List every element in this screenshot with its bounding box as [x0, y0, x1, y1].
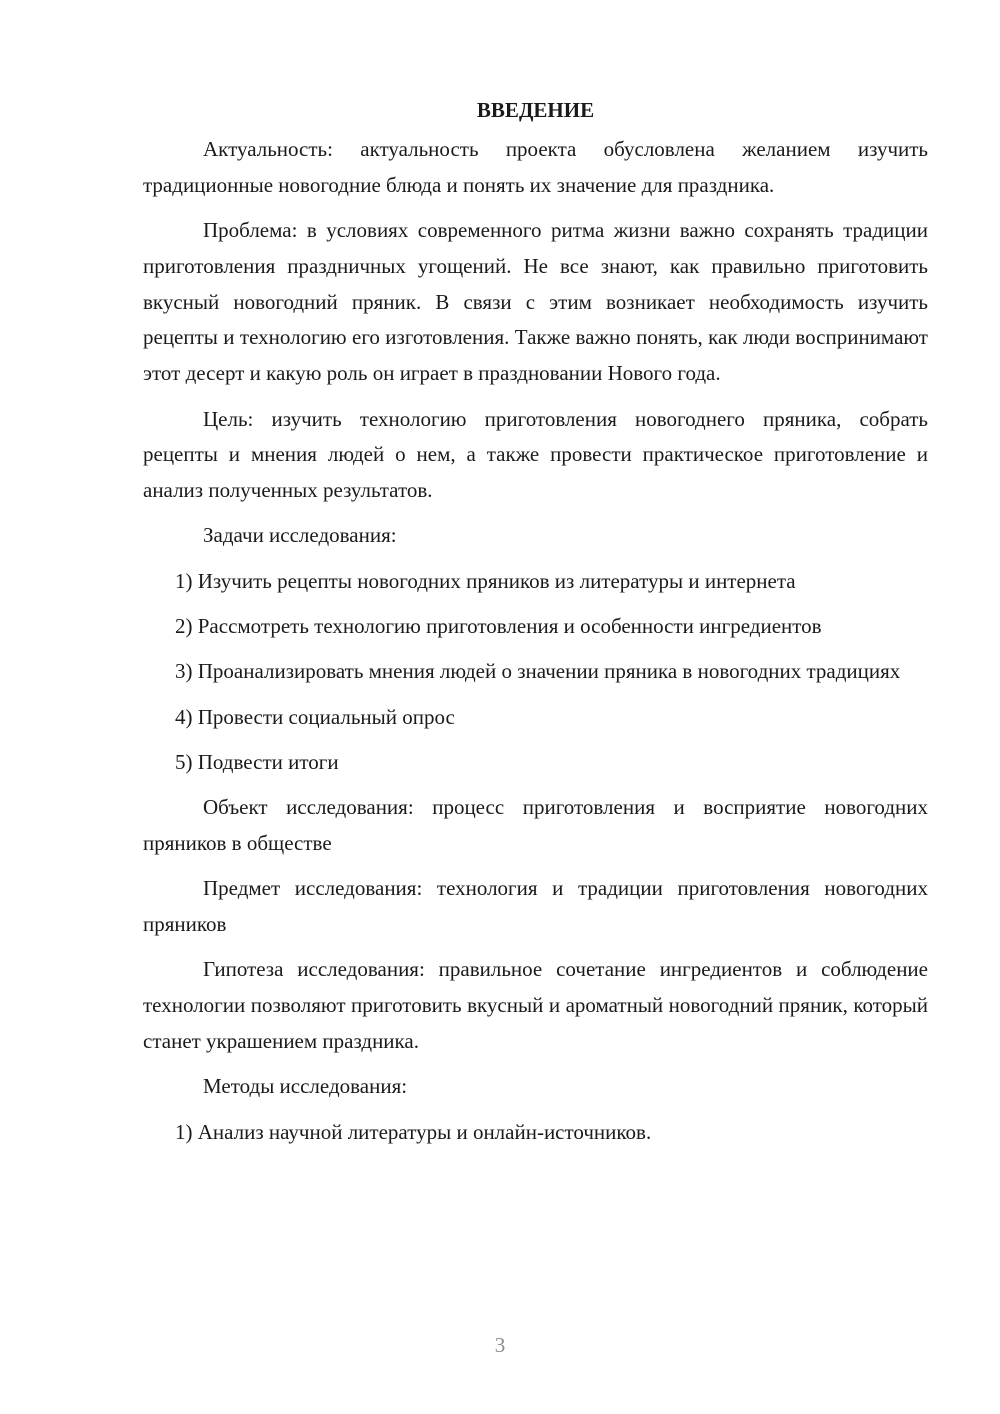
page-number: 3 [494, 1333, 506, 1357]
method-item: 1) Анализ научной литературы и онлайн-источников. [175, 1119, 652, 1144]
hypothesis-paragraph: Гипотеза исследования: правильное сочетание ингредиентов и соблюдение технологии позволяют приготовить вкусный и ароматный новогодний пряник, который станет украшением праздника. [143, 957, 928, 1054]
tasks-heading: Задачи исследования: [203, 523, 397, 548]
relevance-paragraph: Актуальность: актуальность проекта обусловлена желанием изучить традиционные новогодние блюда и понять их значение для праздника. [143, 137, 928, 197]
goal-paragraph: Цель: изучить технологию приготовления новогоднего пряника, собрать рецепты и мнения людей о нем, а также провести практическое приготовление и анализ полученных результатов. [143, 406, 928, 503]
task-item: 4) Провести социальный опрос [175, 704, 455, 729]
task-item: 1) Изучить рецепты новогодних пряников из литературы и интернета [175, 568, 796, 593]
problem-paragraph: Проблема: в условиях современного ритма жизни важно сохранять традиции приготовления праздничных угощений. Не все знают, как правильно приготовить вкусный новогодний пряник. В связи с этим возникает необходимость изучить рецепты и технологию его изготовления. Также важно понять, как люди воспринимают этот десерт и какую роль он играет в праздновании Нового года. [143, 218, 928, 386]
page-title: ВВЕДЕНИЕ [476, 98, 595, 122]
object-paragraph: Объект исследования: процесс приготовления и восприятие новогодних пряников в обществе [143, 795, 928, 856]
task-item: 2) Рассмотреть технологию приготовления и особенности ингредиентов [175, 614, 822, 639]
methods-heading: Методы исследования: [203, 1074, 408, 1099]
document-page [143, 95, 928, 1160]
task-item: 5) Подвести итоги [175, 749, 339, 774]
subject-paragraph: Предмет исследования: технология и традиции приготовления новогодних пряников [143, 876, 928, 937]
task-item: 3) Проанализировать мнения людей о значении пряника в новогодних традициях [175, 659, 901, 684]
